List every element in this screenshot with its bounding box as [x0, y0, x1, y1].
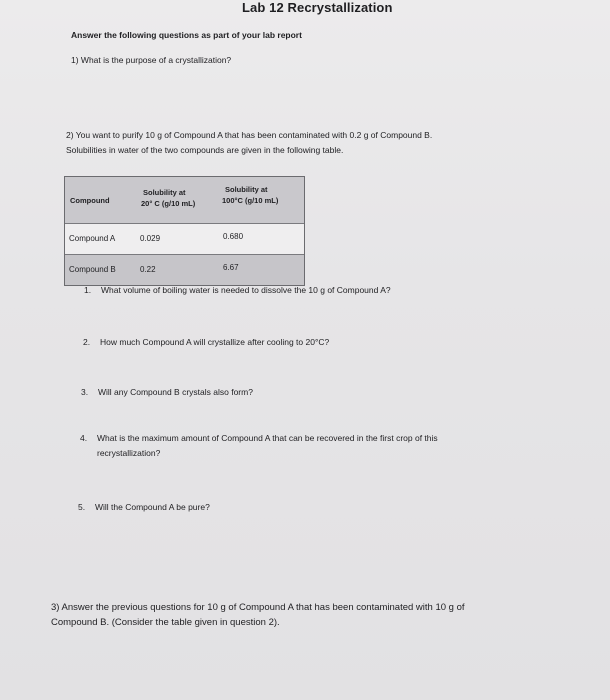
table-header-row [65, 177, 304, 224]
sub-question-3: 3. Will any Compound B crystals also form? [81, 387, 253, 397]
sub-question-4: 4. What is the maximum amount of Compound A that can be recovered in the first crop of this recrystallization? [80, 433, 438, 458]
header-solubility-100c-line2: 100°C (g/10 mL) [222, 196, 279, 205]
sub-question-5: 5. Will the Compound A be pure? [78, 502, 210, 512]
header-solubility-20c [141, 187, 195, 209]
header-compound: Compound [70, 196, 110, 205]
question-1: 1) What is the purpose of a crystallization? [71, 55, 232, 65]
solubility-table [64, 176, 305, 286]
row-a-sol100: 0.680 [223, 232, 244, 241]
question-2-line-2: Solubilities in water of the two compounds are given in the following table. [66, 145, 344, 155]
table-row [65, 255, 304, 285]
row-b-sol20: 0.22 [140, 265, 156, 274]
instructions: Answer the following questions as part of your lab report [71, 30, 302, 40]
table-row [65, 224, 304, 255]
row-b-compound: Compound B [69, 265, 116, 274]
sub-question-1: 1. What volume of boiling water is needed to dissolve the 10 g of Compound A? [84, 285, 391, 295]
row-a-compound: Compound A [69, 234, 116, 243]
row-a-sol20: 0.029 [140, 234, 161, 243]
question-3 [51, 600, 581, 630]
header-solubility-100c-line1: Solubility at [225, 185, 268, 194]
row-b-sol100: 6.67 [223, 263, 239, 272]
page-title: Lab 12 Recrystallization [242, 0, 393, 15]
question-3-line-1: 3) Answer the previous questions for 10 g of Compound A that has been contaminated with 10 g of [51, 602, 465, 613]
header-solubility-20c-line1: Solubility at [143, 188, 186, 197]
question-2-line-1: 2) You want to purify 10 g of Compound A that has been contaminated with 0.2 g of Compound B. [66, 130, 433, 140]
header-solubility-20c-line2: 20° C (g/10 mL) [141, 199, 196, 208]
header-solubility-100c [222, 184, 278, 206]
question-3-line-2: Compound B. (Consider the table given in question 2). [51, 617, 280, 628]
sub-question-2: 2. How much Compound A will crystallize after cooling to 20°C? [83, 337, 330, 347]
